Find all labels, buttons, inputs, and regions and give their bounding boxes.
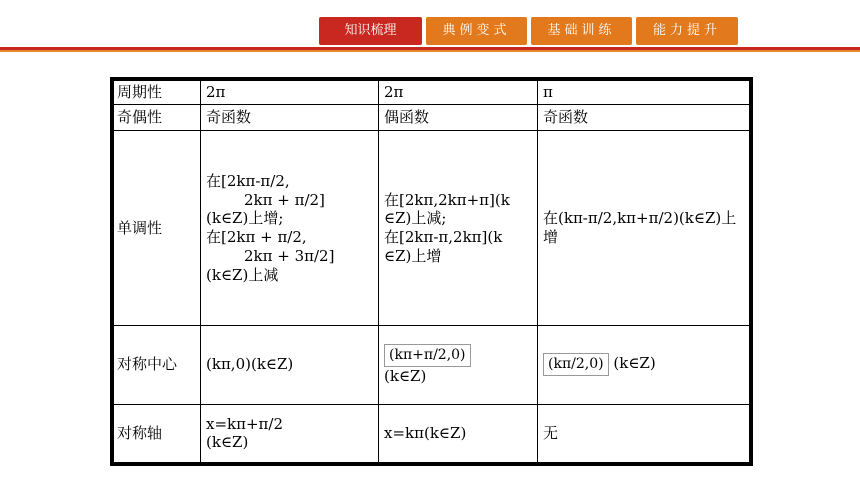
formula-box: (kπ/2,0): [543, 353, 609, 377]
cell-line: 在[2kπ-π/2,: [206, 171, 290, 190]
cell-line: 2kπ + π/2]: [244, 190, 325, 209]
table-row: [114, 325, 750, 404]
table-cell: [538, 325, 750, 404]
table-cell: 2π: [201, 81, 379, 105]
cell-line: ∈Z)上增: [384, 246, 442, 265]
cell-line: (k∈Z): [384, 367, 427, 386]
cell-line: (k∈Z)上增;: [206, 209, 284, 228]
table-cell: [201, 131, 379, 326]
header-divider-accent: [0, 50, 860, 52]
tab-basic-training[interactable]: 基础训练: [531, 17, 632, 45]
trig-properties-table: [110, 77, 753, 466]
table-cell: [379, 325, 538, 404]
row-label: 对称轴: [114, 404, 201, 462]
table-cell: x=kπ(k∈Z): [379, 404, 538, 462]
table-cell: 在(kπ-π/2,kπ+π/2)(k∈Z)上增: [538, 131, 750, 326]
row-label: 对称中心: [114, 325, 201, 404]
table-cell: [379, 131, 538, 326]
cell-line: (k∈Z): [206, 433, 249, 452]
row-label: 周期性: [114, 81, 201, 105]
row-label: 单调性: [114, 131, 201, 326]
table-row: [114, 105, 750, 131]
cell-line: (k∈Z): [613, 353, 656, 372]
row-label: 奇偶性: [114, 105, 201, 131]
table-cell: π: [538, 81, 750, 105]
table-cell: 无: [538, 404, 750, 462]
section-nav: [319, 17, 738, 45]
table-cell: (kπ,0)(k∈Z): [201, 325, 379, 404]
table-cell: [201, 404, 379, 462]
table-row: [114, 81, 750, 105]
formula-box: (kπ+π/2,0): [384, 344, 471, 368]
cell-line: 在[2kπ,2kπ+π](k: [384, 190, 510, 209]
table-cell: 奇函数: [201, 105, 379, 131]
table-cell: 奇函数: [538, 105, 750, 131]
table-row: [114, 131, 750, 326]
cell-line: 在[2kπ + π/2,: [206, 228, 307, 247]
cell-line: 在[2kπ-π,2kπ](k: [384, 228, 503, 247]
cell-line: 2kπ + 3π/2]: [244, 246, 335, 265]
cell-line: ∈Z)上减;: [384, 209, 447, 228]
table-cell: 偶函数: [379, 105, 538, 131]
tab-knowledge-review[interactable]: 知识梳理: [319, 17, 422, 45]
cell-line: x=kπ+π/2: [206, 414, 283, 433]
tab-ability-improvement[interactable]: 能力提升: [636, 17, 738, 45]
table-cell: 2π: [379, 81, 538, 105]
tab-examples[interactable]: 典例变式: [426, 17, 527, 45]
cell-line: (k∈Z)上减: [206, 265, 279, 284]
table-row: [114, 404, 750, 462]
